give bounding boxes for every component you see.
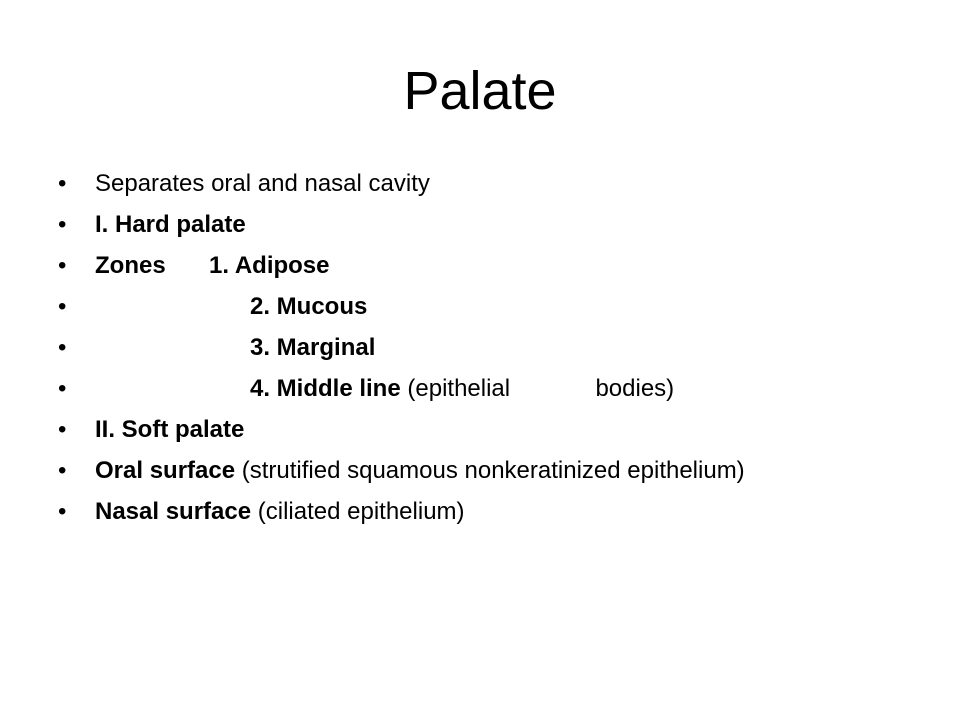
item-text-bold: II. Soft palate bbox=[95, 416, 245, 443]
list-item bbox=[58, 334, 898, 362]
bullet-icon: • bbox=[58, 252, 67, 279]
bullet-icon: • bbox=[58, 293, 67, 320]
item-text: (ciliated epithelium) bbox=[257, 498, 465, 525]
slide-title: Palate bbox=[403, 61, 557, 121]
item-text-2: bodies) bbox=[595, 375, 675, 402]
list-item bbox=[58, 252, 898, 280]
item-text-bold: 4. Middle line bbox=[250, 375, 401, 402]
item-text-bold: Zones bbox=[95, 252, 166, 279]
list-item bbox=[58, 498, 898, 526]
list-item bbox=[58, 293, 898, 321]
item-text: (strutified squamous nonkeratinized epithelium) bbox=[241, 457, 745, 484]
item-text-bold: 2. Mucous bbox=[250, 293, 368, 320]
item-text-bold-2: 1. Adipose bbox=[209, 252, 330, 279]
list-item bbox=[58, 375, 898, 403]
list-item bbox=[58, 170, 898, 198]
bullet-icon: • bbox=[58, 498, 67, 525]
item-text-bold: Nasal surface bbox=[95, 498, 252, 525]
item-text-bold: I. Hard palate bbox=[95, 211, 246, 238]
item-text: (epithelial bbox=[407, 375, 511, 402]
bullet-icon: • bbox=[58, 170, 67, 197]
bullet-icon: • bbox=[58, 211, 67, 238]
bullet-list bbox=[58, 170, 898, 539]
list-item bbox=[58, 457, 898, 485]
bullet-icon: • bbox=[58, 457, 67, 484]
bullet-icon: • bbox=[58, 334, 67, 361]
list-item bbox=[58, 416, 898, 444]
bullet-icon: • bbox=[58, 416, 67, 443]
bullet-icon: • bbox=[58, 375, 67, 402]
item-text: Separates oral and nasal cavity bbox=[95, 170, 430, 197]
item-text-bold: 3. Marginal bbox=[250, 334, 376, 361]
item-text-bold: Oral surface bbox=[95, 457, 236, 484]
list-item bbox=[58, 211, 898, 239]
